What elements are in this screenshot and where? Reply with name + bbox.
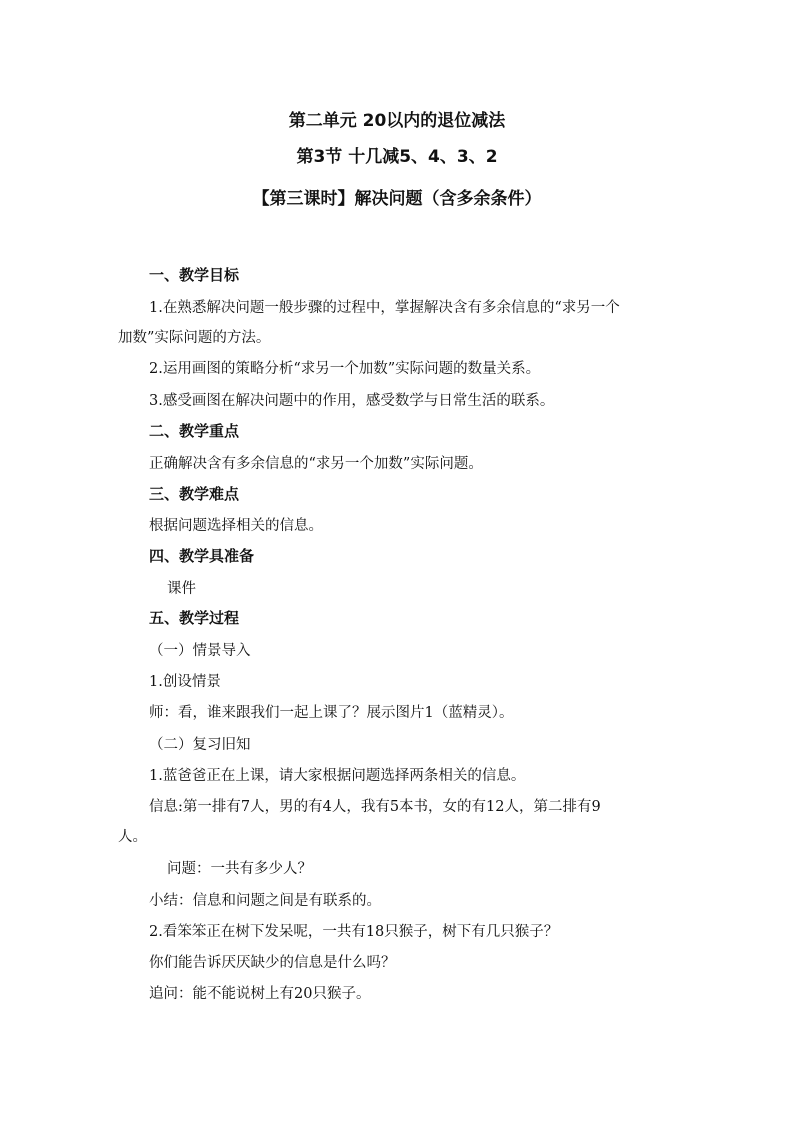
- ask-line: 你们能告诉厌厌缺少的信息是什么吗？: [149, 955, 396, 971]
- lesson-title: 【第三课时】解决问题（含多余条件）: [252, 189, 542, 209]
- part1-title: （一）情景导入: [149, 643, 251, 659]
- summary-line: 小结：信息和问题之间是有联系的。: [149, 893, 381, 909]
- prep-text: 课件: [167, 581, 196, 597]
- goal-1-line-2: 加数”实际问题的方法。: [118, 330, 271, 346]
- info-line-1: 信息:第一排有7人，男的有4人，我有5本书，女的有12人，第二排有9: [149, 799, 601, 815]
- goal-1-line-1: 1.在熟悉解决问题一般步骤的过程中，掌握解决含有多余信息的“求另一个: [149, 300, 620, 316]
- goal-3: 3.感受画图在解决问题中的作用，感受数学与日常生活的联系。: [149, 393, 555, 409]
- goals-heading: 一、教学目标: [149, 266, 240, 284]
- key-points-text: 正确解决含有多余信息的“求另一个加数”实际问题。: [149, 456, 483, 472]
- question-line: 问题：一共有多少人？: [167, 861, 312, 877]
- info-line-2: 人。: [118, 829, 147, 845]
- part2-item-1: 1.蓝爸爸正在上课，请大家根据问题选择两条相关的信息。: [149, 768, 526, 784]
- key-points-heading: 二、教学重点: [149, 422, 240, 440]
- part2-title: （二）复习旧知: [149, 737, 251, 753]
- difficulty-text: 根据问题选择相关的信息。: [149, 518, 323, 534]
- difficulty-heading: 三、教学难点: [149, 485, 240, 503]
- prep-heading: 四、教学具准备: [149, 547, 255, 565]
- section-title: 第3节 十几减5、4、3、2: [296, 147, 498, 167]
- follow-up-line: 追问：能不能说树上有20只猴子。: [149, 986, 371, 1002]
- part2-item-2: 2.看笨笨正在树下发呆呢，一共有18只猴子，树下有几只猴子？: [149, 924, 559, 940]
- unit-title: 第二单元 20以内的退位减法: [288, 111, 506, 131]
- process-heading: 五、教学过程: [149, 609, 240, 627]
- part1-teacher-line: 师：看，谁来跟我们一起上课了？展示图片1（蓝精灵）。: [149, 705, 514, 721]
- part1-item-1: 1.创设情景: [149, 674, 221, 690]
- goal-2: 2.运用画图的策略分析“求另一个加数”实际问题的数量关系。: [149, 361, 541, 377]
